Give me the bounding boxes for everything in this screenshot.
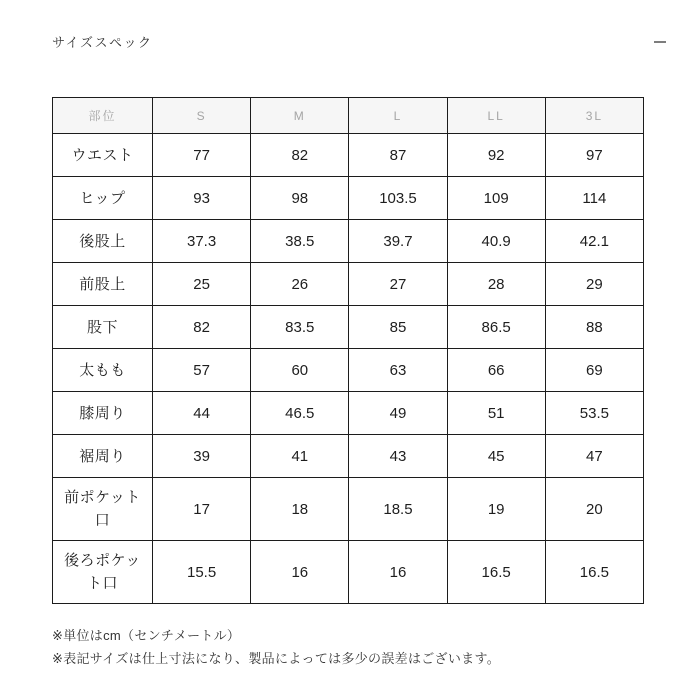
cell: 82 — [251, 134, 349, 177]
cell: 29 — [545, 263, 643, 306]
cell: 114 — [545, 177, 643, 220]
column-header-l: L — [349, 98, 447, 134]
cell: 20 — [545, 478, 643, 541]
cell: 97 — [545, 134, 643, 177]
cell: 16 — [251, 541, 349, 604]
cell: 16 — [349, 541, 447, 604]
table-row-hip — [53, 177, 644, 220]
row-label: 膝周り — [53, 392, 153, 435]
table-row-knee — [53, 392, 644, 435]
cell: 39.7 — [349, 220, 447, 263]
cell: 17 — [153, 478, 251, 541]
row-label: 後ろポケット口 — [53, 541, 153, 604]
header-row — [53, 98, 644, 134]
cell: 41 — [251, 435, 349, 478]
panel-title: サイズスペック — [52, 35, 153, 50]
cell: 27 — [349, 263, 447, 306]
cell: 43 — [349, 435, 447, 478]
cell: 53.5 — [545, 392, 643, 435]
cell: 39 — [153, 435, 251, 478]
cell: 69 — [545, 349, 643, 392]
cell: 28 — [447, 263, 545, 306]
collapse-toggle-button[interactable] — [654, 35, 666, 49]
cell: 46.5 — [251, 392, 349, 435]
cell: 18.5 — [349, 478, 447, 541]
cell: 77 — [153, 134, 251, 177]
row-label: 股下 — [53, 306, 153, 349]
cell: 25 — [153, 263, 251, 306]
table-row-waist — [53, 134, 644, 177]
row-label: ウエスト — [53, 134, 153, 177]
size-spec-table — [52, 97, 644, 604]
row-label: 裾周り — [53, 435, 153, 478]
cell: 42.1 — [545, 220, 643, 263]
note-tolerance: ※表記サイズは仕上寸法になり、製品によっては多少の誤差はございます。 — [52, 651, 501, 666]
row-label: 前股上 — [53, 263, 153, 306]
cell: 93 — [153, 177, 251, 220]
column-header-ll: LL — [447, 98, 545, 134]
cell: 63 — [349, 349, 447, 392]
cell: 16.5 — [447, 541, 545, 604]
cell: 66 — [447, 349, 545, 392]
cell: 47 — [545, 435, 643, 478]
cell: 103.5 — [349, 177, 447, 220]
column-header-s: S — [153, 98, 251, 134]
cell: 49 — [349, 392, 447, 435]
note-unit: ※単位はcm（センチメートル） — [52, 628, 241, 643]
cell: 57 — [153, 349, 251, 392]
table-row-inseam — [53, 306, 644, 349]
table-row-thigh — [53, 349, 644, 392]
cell: 45 — [447, 435, 545, 478]
cell: 88 — [545, 306, 643, 349]
column-header-m: M — [251, 98, 349, 134]
cell: 83.5 — [251, 306, 349, 349]
panel-header — [52, 32, 666, 51]
minus-icon — [654, 41, 666, 43]
column-header-part: 部位 — [53, 98, 153, 134]
cell: 16.5 — [545, 541, 643, 604]
cell: 82 — [153, 306, 251, 349]
row-label: 太もも — [53, 349, 153, 392]
cell: 87 — [349, 134, 447, 177]
cell: 85 — [349, 306, 447, 349]
cell: 44 — [153, 392, 251, 435]
table-row-back-pocket — [53, 541, 644, 604]
cell: 109 — [447, 177, 545, 220]
cell: 51 — [447, 392, 545, 435]
row-label: 後股上 — [53, 220, 153, 263]
cell: 38.5 — [251, 220, 349, 263]
row-label: 前ポケット口 — [53, 478, 153, 541]
cell: 60 — [251, 349, 349, 392]
cell: 98 — [251, 177, 349, 220]
cell: 26 — [251, 263, 349, 306]
table-row-hem — [53, 435, 644, 478]
row-label: ヒップ — [53, 177, 153, 220]
cell: 15.5 — [153, 541, 251, 604]
cell: 19 — [447, 478, 545, 541]
footer-notes — [52, 627, 500, 673]
cell: 40.9 — [447, 220, 545, 263]
table-row-back-rise — [53, 220, 644, 263]
cell: 86.5 — [447, 306, 545, 349]
cell: 18 — [251, 478, 349, 541]
cell: 92 — [447, 134, 545, 177]
column-header-3l: 3L — [545, 98, 643, 134]
table-row-front-pocket — [53, 478, 644, 541]
cell: 37.3 — [153, 220, 251, 263]
table-row-front-rise — [53, 263, 644, 306]
